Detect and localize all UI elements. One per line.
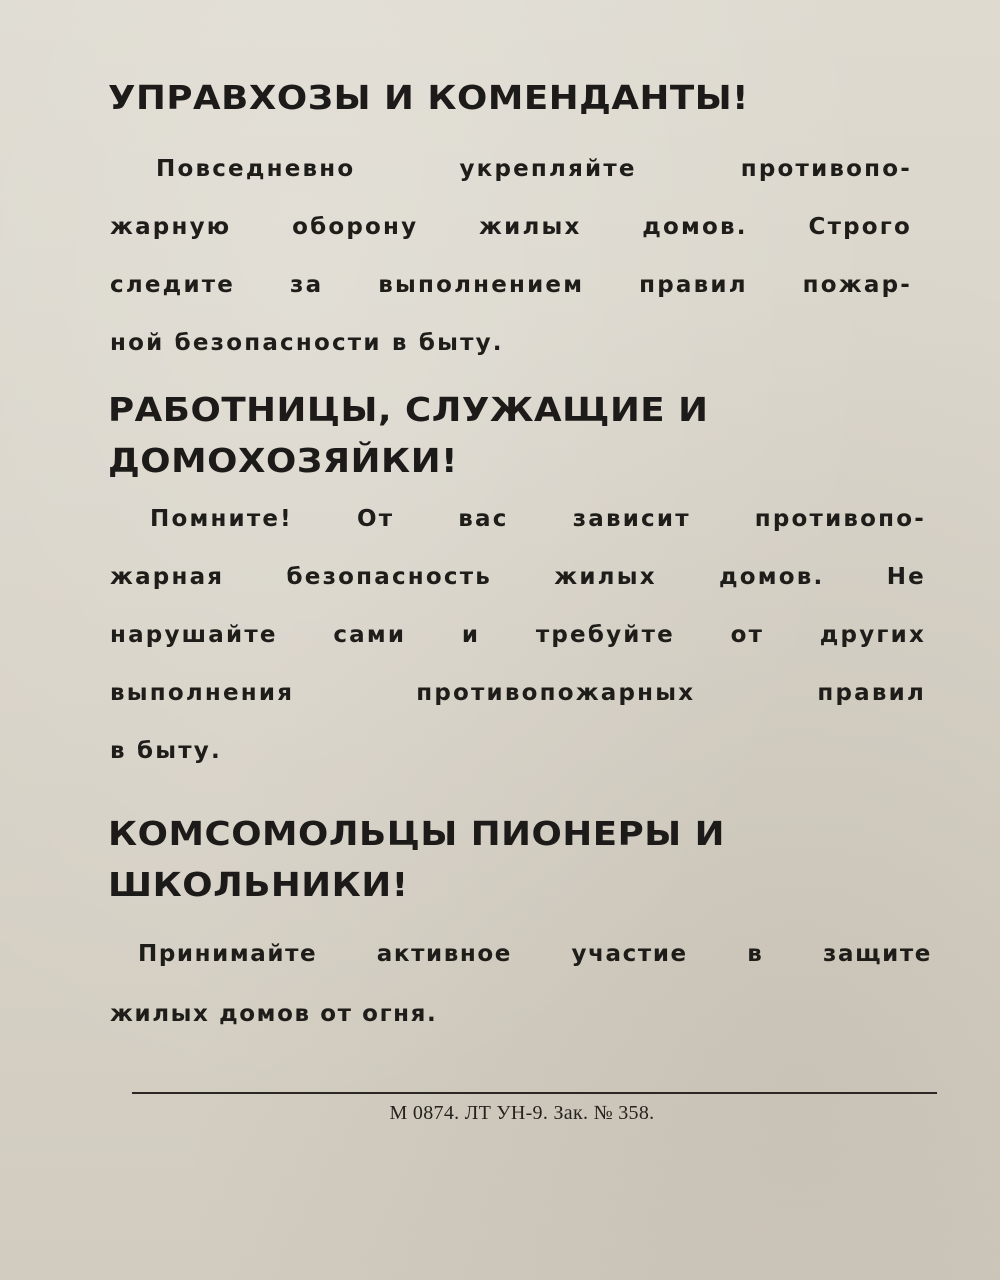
heading-line: РАБОТНИЦЫ, СЛУЖАЩИЕ И bbox=[108, 390, 709, 429]
section-heading-managers bbox=[108, 72, 749, 123]
heading-line: ДОМОХОЗЯЙКИ! bbox=[108, 441, 458, 480]
text-line: Принимайте активное участие в защите bbox=[138, 941, 932, 967]
heading-line: УПРАВХОЗЫ И КОМЕНДАНТЫ! bbox=[108, 78, 749, 117]
heading-line: КОМСОМОЛЬЦЫ ПИОНЕРЫ И bbox=[108, 814, 726, 853]
text-line: следите за выполнением правил пожар- bbox=[110, 272, 912, 298]
section-text-managers bbox=[110, 140, 912, 372]
text-line: жарную оборону жилых домов. Строго bbox=[110, 214, 912, 240]
text-line: нарушайте сами и требуйте от других bbox=[110, 622, 926, 648]
text-line: ной безопасности в быту. bbox=[110, 330, 504, 356]
printer-imprint: М 0874. ЛТ УН-9. Зак. № 358. bbox=[389, 1102, 655, 1124]
text-line: жарная безопасность жилых домов. Не bbox=[110, 564, 926, 590]
section-text-workers bbox=[110, 490, 926, 780]
text-line: Помните! От вас зависит противопо- bbox=[150, 506, 926, 532]
section-heading-workers bbox=[108, 384, 709, 486]
footer-divider bbox=[132, 1092, 937, 1094]
text-line: в быту. bbox=[110, 738, 222, 764]
section-text-youth bbox=[110, 924, 932, 1044]
section-heading-youth bbox=[108, 808, 725, 910]
text-line: Повседневно укрепляйте противопо- bbox=[156, 156, 912, 182]
text-line: жилых домов от огня. bbox=[110, 1001, 438, 1027]
text-line: выполнения противопожарных правил bbox=[110, 680, 926, 706]
heading-line: ШКОЛЬНИКИ! bbox=[108, 865, 409, 904]
